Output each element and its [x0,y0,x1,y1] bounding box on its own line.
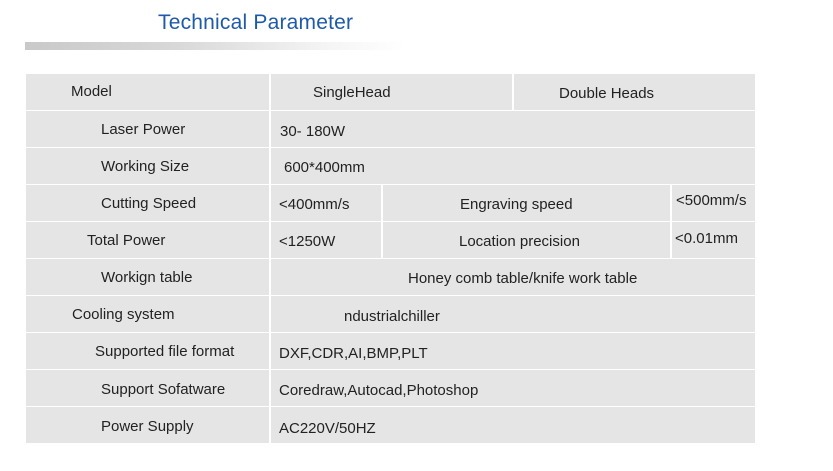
value-cell [271,222,381,258]
value-cell [383,185,670,221]
row-label: Support Sofatware [101,381,226,398]
table-row-laser-power [26,111,755,147]
value-cell [271,333,755,369]
row-label: Power Supply [101,418,194,435]
row-label: Laser Power [101,121,186,138]
value-text: Location precision [459,233,580,250]
value-text: <1250W [279,233,336,250]
table-row-working-size [26,148,755,184]
value-cell [672,185,755,221]
value-cell [271,407,755,443]
label-cell [26,259,269,295]
value-text: 600*400mm [284,159,365,176]
label-cell [26,407,269,443]
table-row-work-table [26,259,755,295]
value-cell [271,259,755,295]
value-cell [383,222,670,258]
value-text: Engraving speed [460,196,573,213]
value-text: 30- 180W [280,123,346,140]
row-label: Supported file format [95,343,235,360]
value-text: AC220V/50HZ [279,420,376,437]
label-cell [26,333,269,369]
row-label: Total Power [87,232,166,249]
value-cell [514,74,755,110]
value-text: <0.01mm [675,230,738,247]
value-text: <400mm/s [279,196,350,213]
table-row-cutting-speed [26,185,755,221]
label-cell [26,185,269,221]
value-cell [271,296,755,332]
label-cell [26,148,269,184]
table-row-cooling-system [26,296,755,332]
page-title: Technical Parameter [158,11,354,34]
value-cell [271,111,755,147]
table-row-file-format [26,333,755,369]
value-cell [672,222,755,258]
value-text: ndustrialchiller [344,308,440,325]
label-cell [26,296,269,332]
value-cell [271,74,512,110]
value-text: Honey comb table/knife work table [408,270,638,287]
parameter-table [26,74,755,445]
table-row-model [26,74,755,110]
value-text: Coredraw,Autocad,Photoshop [279,382,479,399]
label-cell [26,370,269,406]
value-text: SingleHead [313,84,391,101]
value-text: Double Heads [559,85,655,102]
table-row-power-supply [26,407,755,443]
row-label: Workign table [101,269,193,286]
value-text: DXF,CDR,AI,BMP,PLT [279,345,428,362]
value-text: <500mm/s [676,192,747,209]
row-label: Cutting Speed [101,195,197,212]
label-cell [26,222,269,258]
value-cell [271,148,755,184]
table-row-software [26,370,755,406]
value-cell [271,370,755,406]
label-cell [26,111,269,147]
row-label: Working Size [101,158,190,175]
row-label: Cooling system [72,306,175,323]
value-cell [271,185,381,221]
label-cell [26,74,269,110]
table-row-total-power [26,222,755,258]
title-underline [25,42,405,50]
row-label: Model [71,83,112,100]
